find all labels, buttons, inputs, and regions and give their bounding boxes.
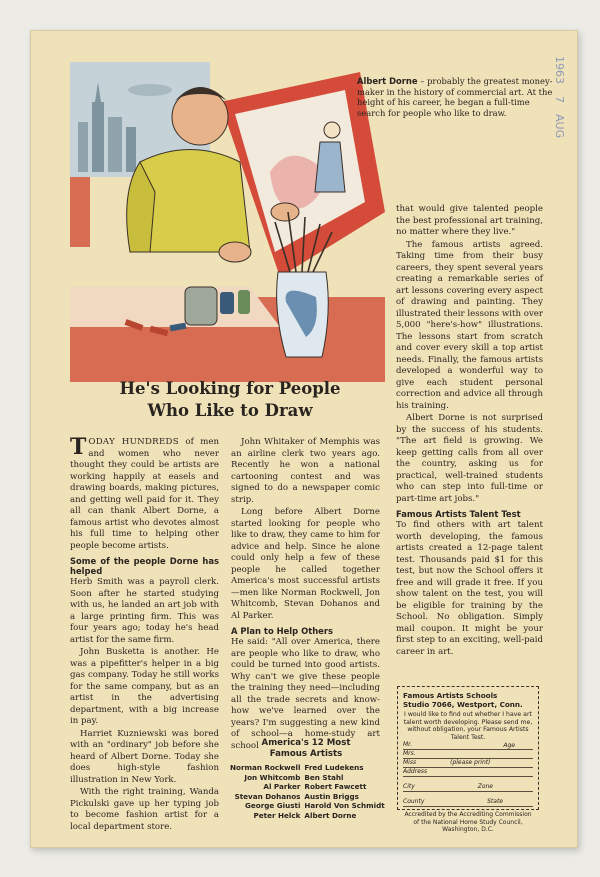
artist-name: Fred Ludekens bbox=[304, 763, 364, 772]
address-field[interactable]: Address bbox=[403, 768, 533, 777]
article-column-1 bbox=[70, 434, 220, 834]
headline-line-1: He's Looking for People bbox=[119, 379, 341, 398]
age-label: Age bbox=[503, 742, 515, 750]
county-state-field[interactable]: County State bbox=[403, 798, 533, 807]
paragraph: He said: "All over America, there are people who like to draw, who could be turned into good artists. Why can't we give these people the training they need—including all the trade secrets and know-how we've learned over the years? I'm suggesting a new kind of school—a home-study art school bbox=[231, 637, 380, 751]
artist-illustration bbox=[70, 62, 385, 382]
stamp-year: 1963 bbox=[553, 56, 566, 84]
artist-name: Austin Briggs bbox=[304, 791, 359, 801]
accreditation-note: Accredited by the Accrediting Commission of the National Home Study Council, Washington, D.C. bbox=[404, 811, 532, 833]
name-field[interactable]: Mr. bbox=[403, 741, 533, 750]
drop-cap: T bbox=[70, 434, 87, 460]
artists-table bbox=[228, 763, 387, 820]
illustration-caption bbox=[357, 76, 557, 118]
artist-name: Stevan Dohanos bbox=[234, 791, 301, 801]
subheading: A Plan to Help Others bbox=[231, 626, 333, 636]
artist-name: Jon Whitcomb bbox=[244, 772, 301, 782]
artist-name: Albert Dorne bbox=[304, 810, 357, 820]
article-column-3 bbox=[396, 204, 543, 659]
paragraph: John Busketta is another. He was a pipefitter's helper in a big gas company. Today he still works for the same company, but as an artist in the advertising department, with a big increase in pay. bbox=[70, 647, 219, 726]
city-zone-field[interactable]: City Zone bbox=[403, 783, 533, 792]
name-field-mrs[interactable]: Mrs. Age bbox=[403, 750, 533, 759]
paragraph: that would give talented people the best professional art training, no matter where they live." bbox=[396, 204, 543, 237]
artists-title-2: Famous Artists bbox=[269, 748, 343, 759]
paragraph: Long before Albert Dorne started looking for people who like to draw, they came to him for advice and help. Since he alone could only help a few of these people he called together America's most successful artists —men like Norman Rockwell, Jon Whitcomb, Stevan Dohanos and Al Parker. bbox=[231, 507, 380, 621]
article-column-2 bbox=[231, 437, 380, 753]
paragraph: Harriet Kuzniewski was bored with an "ordinary" job before she heard of Albert Dorne. Today she does high-style fashion illustration in New York. bbox=[70, 728, 219, 785]
coupon-school: Famous Artists Schools bbox=[403, 691, 498, 700]
caption-name: Albert Dorne bbox=[357, 76, 418, 86]
artists-title-1: America's 12 Most bbox=[261, 738, 351, 748]
mail-coupon[interactable] bbox=[397, 686, 539, 833]
paragraph: Albert Dorne is not surprised by the success of his students. "The art field is growing. We keep getting calls from all over the country, asking us for practical, well-trained students who can step into full-time or part-time art jobs." bbox=[396, 413, 543, 504]
paragraph: Herb Smith was a payroll clerk. Soon after he started studying with us, he landed an art job with a large printing firm. This was four years ago; today he's head artist for the same firm. bbox=[70, 577, 219, 645]
caption-text: – probably the greatest money-maker in the history of commercial art. At the height of his career, he began a full-time search for people who like to draw. bbox=[357, 76, 553, 118]
famous-artists-list bbox=[228, 738, 384, 820]
subheading: Some of the people Dorne has helped bbox=[70, 556, 219, 576]
lead-in: ODAY HUNDREDS bbox=[88, 437, 179, 447]
coupon-request: I would like to find out whether I have art talent worth developing. Please send me, without obligation, your Famous Artists Talent Test. bbox=[403, 711, 533, 741]
artist-name: Al Parker bbox=[263, 782, 301, 791]
artist-name: Ben Stahl bbox=[304, 772, 344, 782]
headline bbox=[70, 378, 390, 422]
stamp-month: AUG bbox=[553, 114, 566, 139]
headline-line-2: Who Like to Draw bbox=[147, 401, 313, 420]
artist-name: George Giusti bbox=[244, 801, 301, 810]
paragraph: With the right training, Wanda Pickulski gave up her typing job to become fashion artist for a local department store. bbox=[70, 787, 219, 832]
artist-name: Peter Helck bbox=[253, 810, 301, 820]
artist-name: Harold Von Schmidt bbox=[304, 801, 385, 810]
paragraph: John Whitaker of Memphis was an airline clerk two years ago. Recently he won a national cartooning contest and was signed to do a newspaper comic strip. bbox=[231, 437, 380, 505]
stamp-day: 7 bbox=[553, 96, 566, 103]
name-field-miss[interactable]: Miss (please print) bbox=[403, 759, 533, 768]
paragraph: To find others with art talent worth developing, the famous artists created a 12-page talent test. Thousands paid $1 for this test, but now the School offers it free and will grade it free. If you show talent on the test, you will be eligible for training by the School. No obligation. Simply mail coupon. It might be your first step to an exciting, well-paid career in art. bbox=[396, 520, 543, 657]
coupon-address: Studio 7066, Westport, Conn. bbox=[403, 700, 523, 709]
artist-name: Robert Fawcett bbox=[304, 782, 367, 791]
artist-name: Norman Rockwell bbox=[230, 763, 301, 772]
paragraph: of men and women who never thought they could be artists are working happily at easels and drawing boards, making pictures, and getting well paid for it. They all can thank Albert Dorne, a famous artist who devotes almost his full time to helping other people become artists. bbox=[70, 437, 220, 551]
subheading: Famous Artists Talent Test bbox=[396, 509, 521, 519]
paragraph: The famous artists agreed. Taking time from their busy careers, they spent several years creating a remarkable series of art lessons covering every aspect of drawing and painting. They illustrated their lessons with over 5,000 "here's-how" illustrations. The lessons start from scratch and cover every skill a top artist needs. Finally, the famous artists developed a wonderful way to give each student personal correction and advice all through his training. bbox=[396, 239, 543, 411]
